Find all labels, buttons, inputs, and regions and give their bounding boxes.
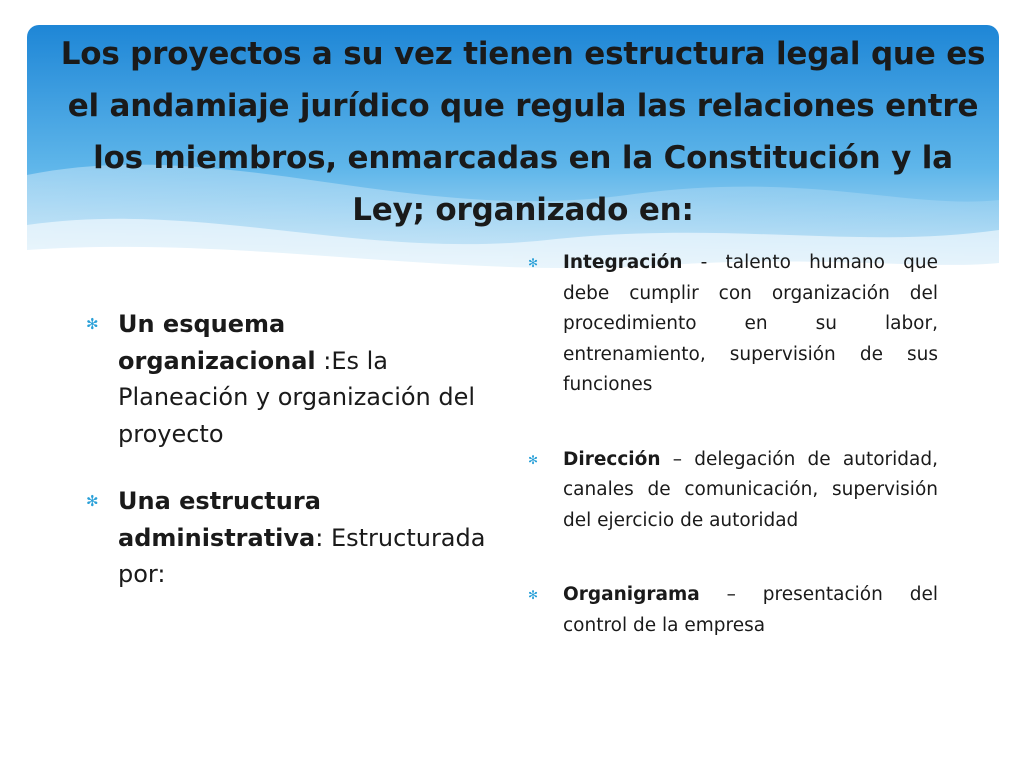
asterisk-bullet-icon: ✻ xyxy=(86,492,99,510)
list-item xyxy=(86,306,486,452)
item-term: Dirección xyxy=(563,448,661,470)
asterisk-bullet-icon: ✻ xyxy=(528,256,539,270)
item-term: Una estructura administrativa xyxy=(118,487,321,552)
left-bullet-list xyxy=(86,306,486,624)
item-term: Integración xyxy=(563,252,683,273)
item-description: – presentación del control de la empresa xyxy=(563,584,938,636)
slide-title: Los proyectos a su vez tienen estructura legal que es el andamiaje jurídico que regula las relaciones entre los miembros, enmarcadas en la Constitución y la Ley; organizado en: xyxy=(60,36,986,228)
list-item xyxy=(528,248,938,401)
item-term: Un esquema organizacional xyxy=(118,310,316,375)
item-description: :Es la Planeación y organización del proyecto xyxy=(118,346,476,448)
asterisk-bullet-icon: ✻ xyxy=(528,452,539,467)
asterisk-bullet-icon: ✻ xyxy=(528,588,539,602)
list-item xyxy=(528,445,938,537)
item-term: Organigrama xyxy=(563,584,700,605)
list-item xyxy=(528,580,938,641)
right-bullet-list xyxy=(528,248,938,685)
list-item xyxy=(86,483,486,593)
item-description: : Estructurada por: xyxy=(118,523,486,588)
item-description: - talento humano que debe cumplir con organización del procedimiento en su labor, entrenamiento, supervisión de sus funciones xyxy=(563,252,938,395)
item-description: – delegación de autoridad, canales de comunicación, supervisión del ejercicio de autoridad xyxy=(563,448,938,531)
asterisk-bullet-icon: ✻ xyxy=(86,315,99,333)
